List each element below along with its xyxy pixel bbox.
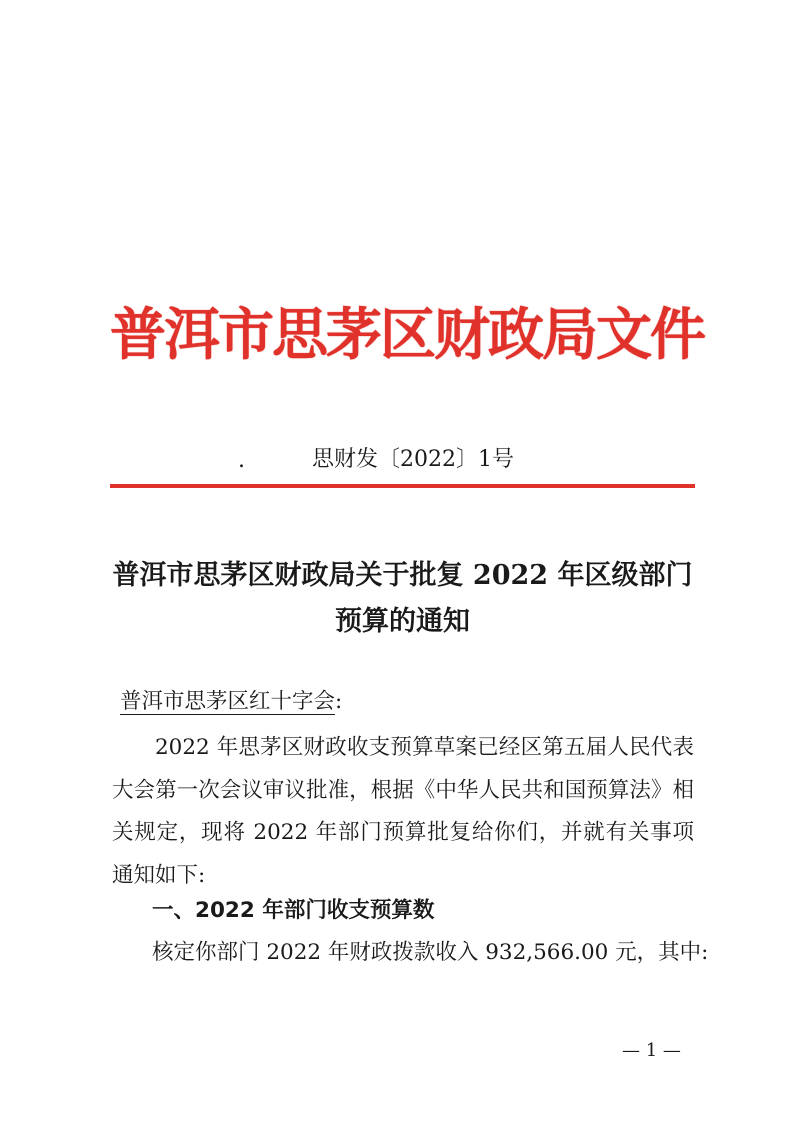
- notice-title-line-2: 预算的通知: [335, 606, 470, 637]
- red-separator-rule: [110, 484, 695, 488]
- recipient-line: [120, 684, 342, 720]
- header-dot: .: [238, 448, 245, 473]
- document-number: 思财发〔2022〕1号: [312, 447, 514, 472]
- recipient-colon: :: [335, 689, 343, 714]
- page-number: — 1 —: [622, 1040, 681, 1061]
- section-heading-budget: 一、2022 年部门收支预算数: [152, 898, 435, 923]
- approval-amount-line: 核定你部门 2022 年财政拨款收入 932,566.00 元，其中:: [152, 940, 709, 965]
- notice-title: [105, 553, 700, 645]
- recipient-name: 普洱市思茅区红十字会: [120, 689, 336, 714]
- notice-title-line-1: 普洱市思茅区财政局关于批复 2022 年区级部门: [112, 560, 693, 591]
- body-paragraph: 2022 年思茅区财政收支预算草案已经区第五届人民代表大会第一次会议审议批准，根据《中华人民共和国预算法》相关规定，现将 2022 年部门预算批复给你们，并就有关事项通知如下:: [112, 735, 694, 888]
- issuing-office-header: 普洱市思茅区财政局文件: [110, 303, 704, 368]
